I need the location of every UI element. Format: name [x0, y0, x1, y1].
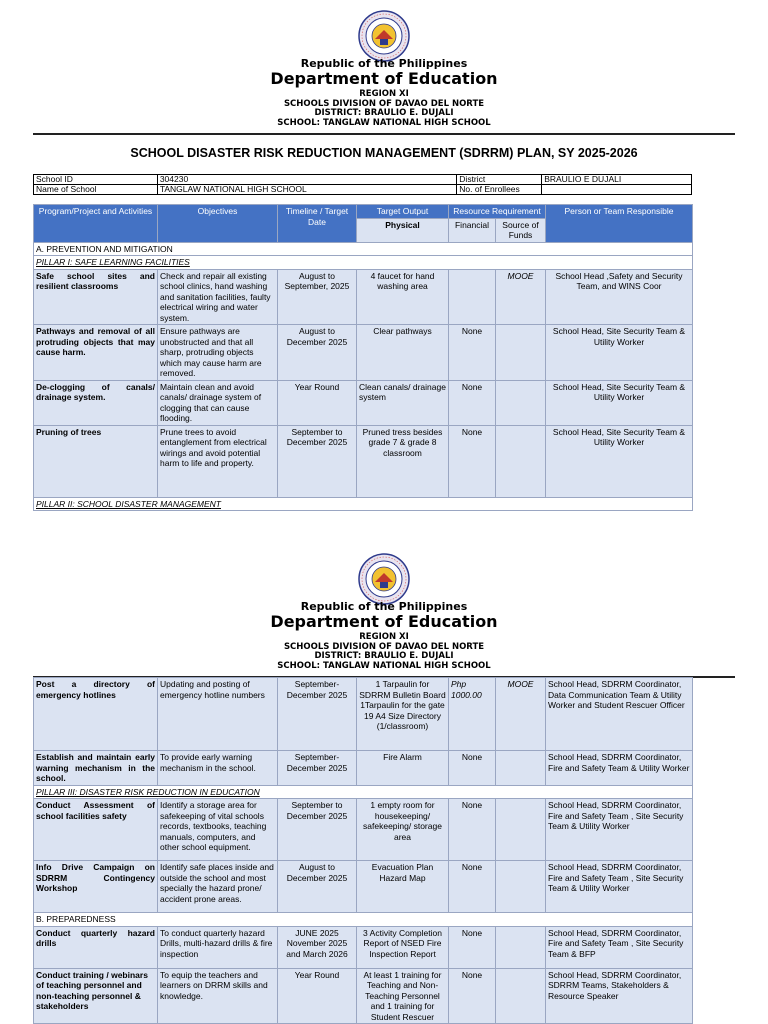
timeline-cell: Year Round	[278, 968, 357, 1024]
responsible-cell: School Head, SDRRM Coordinator, SDRRM Teams, Stakeholders & Resource Speaker	[546, 968, 693, 1024]
responsible-cell: School Head ,Safety and Security Team, and WINS Coor	[546, 269, 693, 325]
financial-cell: None	[449, 926, 496, 968]
activity-cell: Conduct training / webinars of teaching personnel and non-teaching personnel & stakeholders	[34, 968, 158, 1024]
responsible-cell: School Head, SDRRM Coordinator, Data Communication Team & Utility Worker and Student Rescuer Officer	[546, 678, 693, 751]
objective-cell: Check and repair all existing school clinics, hand washing and sanitation facilities, faulty electrical wiring and water system.	[158, 269, 278, 325]
district-text: DISTRICT: BRAULIO E. DUJALI	[314, 108, 454, 118]
table-row	[34, 678, 693, 751]
school-text: SCHOOL: TANGLAW NATIONAL HIGH SCHOOL	[277, 660, 491, 671]
source-cell	[496, 799, 546, 861]
source-cell	[496, 968, 546, 1024]
table-row	[34, 380, 693, 425]
objective-cell: To equip the teachers and learners on DRRM skills and knowledge.	[158, 968, 278, 1024]
deped-seal-logo	[358, 553, 410, 605]
republic-text: Republic of the Philippines	[300, 57, 468, 70]
financial-cell: None	[449, 799, 496, 861]
table-row	[34, 926, 693, 968]
financial-cell: None	[449, 861, 496, 913]
timeline-cell: September to December 2025	[278, 425, 357, 497]
school-text: SCHOOL: TANGLAW NATIONAL HIGH SCHOOL	[277, 117, 491, 128]
col-source: Source of Funds	[496, 218, 546, 242]
table-row	[34, 861, 693, 913]
responsible-cell: School Head, SDRRM Coordinator, Fire and Safety Team , Site Security Team & BFP	[546, 926, 693, 968]
financial-cell	[449, 269, 496, 325]
table-row	[34, 751, 693, 786]
physical-cell: Evacuation Plan Hazard Map	[357, 861, 449, 913]
col-objectives: Objectives	[158, 205, 278, 243]
district-label: District	[457, 175, 542, 185]
pillar-3-heading: PILLAR III: DISASTER RISK REDUCTION IN EDUCATION	[34, 785, 693, 799]
source-cell	[496, 861, 546, 913]
financial-cell: None	[449, 751, 496, 786]
school-id-label: School ID	[34, 175, 158, 185]
source-cell	[496, 926, 546, 968]
table-row	[34, 425, 693, 497]
table-row	[34, 269, 693, 325]
republic-text: Republic of the Philippines	[300, 600, 468, 613]
objective-cell: Identify a storage area for safekeeping of vital schools records, textbooks, teaching manuals, computers, and other school equipment.	[158, 799, 278, 861]
objective-cell: Ensure pathways are unobstructed and that all sharp, protruding objects which may cause harm are removed.	[158, 325, 278, 381]
objective-cell: Updating and posting of emergency hotline numbers	[158, 678, 278, 751]
division-text: SCHOOLS DIVISION OF DAVAO DEL NORTE	[283, 98, 485, 109]
responsible-cell: School Head, SDRRM Coordinator, Fire and Safety Team , Site Security Team & Utility Worker	[546, 861, 693, 913]
physical-cell: Pruned tress besides grade 7 & grade 8 classroom	[357, 425, 449, 497]
division-text: SCHOOLS DIVISION OF DAVAO DEL NORTE	[283, 641, 485, 652]
activity-cell: Establish and maintain early warning mechanism in the school.	[34, 751, 158, 786]
objective-cell: To provide early warning mechanism in the school.	[158, 751, 278, 786]
sdrrm-plan-table-1	[33, 204, 693, 511]
timeline-cell: JUNE 2025 November 2025 and March 2026	[278, 926, 357, 968]
region-text: REGION XI	[359, 89, 409, 99]
physical-cell: At least 1 training for Teaching and Non-Teaching Personnel and 1 training for Student Rescuer	[357, 968, 449, 1024]
plan-title: SCHOOL DISASTER RISK REDUCTION MANAGEMENT (SDRRM) PLAN, SY 2025-2026	[130, 146, 638, 160]
financial-cell: Php 1000.00	[449, 678, 496, 751]
timeline-cell: September to December 2025	[278, 799, 357, 861]
enrollees-label: No. of Enrollees	[457, 185, 542, 195]
objective-cell: Identify safe places inside and outside the school and most specially the hazard prone/ accident prone areas.	[158, 861, 278, 913]
source-cell	[496, 751, 546, 786]
activity-cell: Info Drive Campaign on SDRRM Contingency Workshop	[34, 861, 158, 913]
department-title: Department of Education	[270, 69, 498, 88]
activity-cell: Pruning of trees	[34, 425, 158, 497]
activity-cell: Conduct Assessment of school facilities safety	[34, 799, 158, 861]
col-financial: Financial	[449, 218, 496, 242]
financial-cell: None	[449, 425, 496, 497]
responsible-cell: School Head, Site Security Team & Utility Worker	[546, 425, 693, 497]
department-title: Department of Education	[270, 612, 498, 631]
table-row	[34, 799, 693, 861]
letterhead	[0, 58, 768, 127]
source-cell: MOOE	[496, 269, 546, 325]
col-resource: Resource Requirement	[449, 205, 546, 219]
col-target-output: Target Output	[357, 205, 449, 219]
school-name-value: TANGLAW NATIONAL HIGH SCHOOL	[157, 185, 456, 195]
responsible-cell: School Head, SDRRM Coordinator, Fire and Safety Team , Site Security Team & Utility Worker	[546, 799, 693, 861]
physical-cell: Clear pathways	[357, 325, 449, 381]
school-name-label: Name of School	[34, 185, 158, 195]
page-2	[0, 550, 768, 1024]
school-info-table	[33, 174, 692, 195]
timeline-cell: August to September, 2025	[278, 269, 357, 325]
section-b-heading: B. PREPAREDNESS	[34, 913, 693, 927]
timeline-cell: September- December 2025	[278, 678, 357, 751]
timeline-cell: September- December 2025	[278, 751, 357, 786]
table-row	[34, 968, 693, 1024]
source-cell	[496, 425, 546, 497]
region-text: REGION XI	[359, 632, 409, 642]
financial-cell: None	[449, 968, 496, 1024]
physical-cell: 3 Activity Completion Report of NSED Fire Inspection Report	[357, 926, 449, 968]
school-id-value: 304230	[157, 175, 456, 185]
responsible-cell: School Head, SDRRM Coordinator, Fire and Safety Team & Utility Worker	[546, 751, 693, 786]
financial-cell: None	[449, 380, 496, 425]
activity-cell: Safe school sites and resilient classrooms	[34, 269, 158, 325]
timeline-cell: August to December 2025	[278, 325, 357, 381]
col-physical: Physical	[357, 218, 449, 242]
activity-cell: Pathways and removal of all protruding objects that may cause harm.	[34, 325, 158, 381]
responsible-cell: School Head, Site Security Team & Utility Worker	[546, 325, 693, 381]
objective-cell: Prune trees to avoid entanglement from electrical wirings and avoid potential harm to life and property.	[158, 425, 278, 497]
physical-cell: 1 empty room for housekeeping/ safekeeping/ storage area	[357, 799, 449, 861]
col-program: Program/Project and Activities	[34, 205, 158, 243]
source-cell	[496, 380, 546, 425]
physical-cell: 4 faucet for hand washing area	[357, 269, 449, 325]
source-cell: MOOE	[496, 678, 546, 751]
table-row	[34, 325, 693, 381]
physical-cell: 1 Tarpaulin for SDRRM Bulletin Board 1Tarpaulin for the gate 19 A4 Size Directory (1/classroom)	[357, 678, 449, 751]
objective-cell: To conduct quarterly hazard Drills, multi-hazard drills & fire inspection	[158, 926, 278, 968]
district-value: BRAULIO E DUJALI	[542, 175, 692, 185]
activity-cell: De-clogging of canals/ drainage system.	[34, 380, 158, 425]
sdrrm-plan-table-2	[33, 677, 693, 1024]
physical-cell: Fire Alarm	[357, 751, 449, 786]
col-responsible: Person or Team Responsible	[546, 205, 693, 243]
deped-seal-logo	[358, 10, 410, 62]
enrollees-value	[542, 185, 692, 195]
pillar-2-heading: PILLAR II: SCHOOL DISASTER MANAGEMENT	[34, 497, 693, 511]
financial-cell: None	[449, 325, 496, 381]
source-cell	[496, 325, 546, 381]
letterhead	[0, 601, 768, 670]
timeline-cell: Year Round	[278, 380, 357, 425]
header-rule	[33, 133, 735, 135]
responsible-cell: School Head, Site Security Team & Utility Worker	[546, 380, 693, 425]
section-a-heading: A. PREVENTION AND MITIGATION	[34, 242, 693, 256]
district-text: DISTRICT: BRAULIO E. DUJALI	[314, 651, 454, 661]
objective-cell: Maintain clean and avoid canals/ drainage system of clogging that can cause flooding.	[158, 380, 278, 425]
activity-cell: Post a directory of emergency hotlines	[34, 678, 158, 751]
col-timeline: Timeline / Target Date	[278, 205, 357, 243]
timeline-cell: August to December 2025	[278, 861, 357, 913]
physical-cell: Clean canals/ drainage system	[357, 380, 449, 425]
pillar-1-heading: PILLAR I: SAFE LEARNING FACILITIES	[34, 256, 693, 270]
activity-cell: Conduct quarterly hazard drills	[34, 926, 158, 968]
